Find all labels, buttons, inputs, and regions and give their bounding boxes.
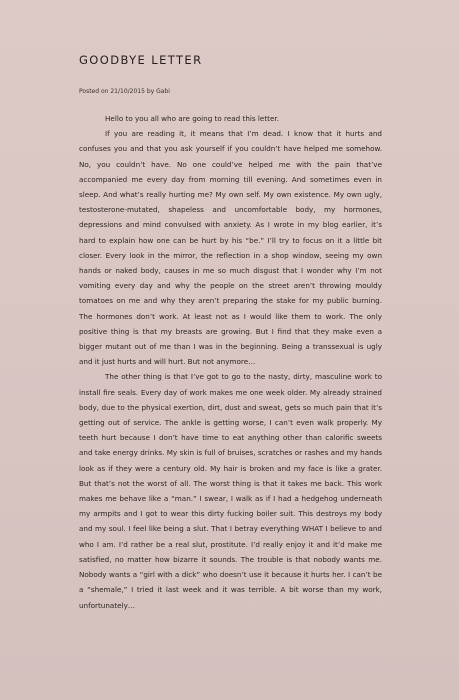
post-meta: Posted on 21/10/2015 by Gabi — [79, 88, 170, 95]
post-body — [79, 111, 382, 613]
blog-post — [79, 50, 382, 613]
post-paragraph-greeting: Hello to you all who are going to read this letter. — [105, 114, 279, 123]
post-title: GOODBYE LETTER — [79, 53, 203, 67]
post-paragraph-1: If you are reading it, it means that I’m dead. I know that it hurts and confuses you and that you ask yourself if you couldn’t have helped me somehow. No, you couldn’t have. No one could’ve helped me with the pain that’ve accompanied me every day from morning till evening. And sometimes even in sleep. And what’s really hurting me? My own self. My own existence. My own ugly, testosterone-mutated, shapeless and uncomfortable body, my hormones, depressions and mind convulsed with anxiety. As I wrote in my blog earlier, it’s hard to explain how one can be hurt by his “be.” I’ll try to focus on it a little bit closer. Every look in the mirror, the reflection in a shop window, seeing my own hands or naked body, causes in me so much disgust that I wonder why I’m not vomiting every day and why the people on the street aren’t throwing mouldy tomatoes on me and why they aren’t preparing the stake for my public burning. The hormones don’t work. At least not as I would like them to work. The only positive thing is that my breasts are growing. But I find that they make even a bigger mutant out of me than I was in the beginning. Being a transsexual is ugly and it just hurts and will hurt. But not anymore… — [79, 129, 382, 367]
post-paragraph-2: The other thing is that I’ve got to go to the nasty, dirty, masculine work to install fire seals. Every day of work makes me one week older. My already strained body, due to the physical exertion, dirt, dust and sweat, gets so much pain that it’s getting out of service. The ankle is getting worse, I can’t even walk properly. My teeth hurt because I don’t have time to eat anything other than calorific sweets and take energy drinks. My skin is full of bruises, scratches or rashes and my hands look as if they were a century old. My hair is broken and my face is like a grater. But that’s not the worst of all. The worst thing is that it takes me back. This work makes me behave like a “man.” I swear, I walk as if I had a hedgehog underneath my armpits and I got to wear this dirty fucking boiler suit. This destroys my body and my soul. I feel like being a slut. That I betray everything WHAT I believe to and who I am. I’d rather be a real slut, prostitute. I’d really enjoy it and it’d make me satisfied, no matter how bizarre it sounds. The trouble is that nobody wants me. Nobody wants a “girl with a dick” who doesn’t use it because it hurts her. I can’t be a “shemale,” I tried it last week and it was terrible. A bit worse than my work, unfortunately… — [79, 372, 382, 610]
